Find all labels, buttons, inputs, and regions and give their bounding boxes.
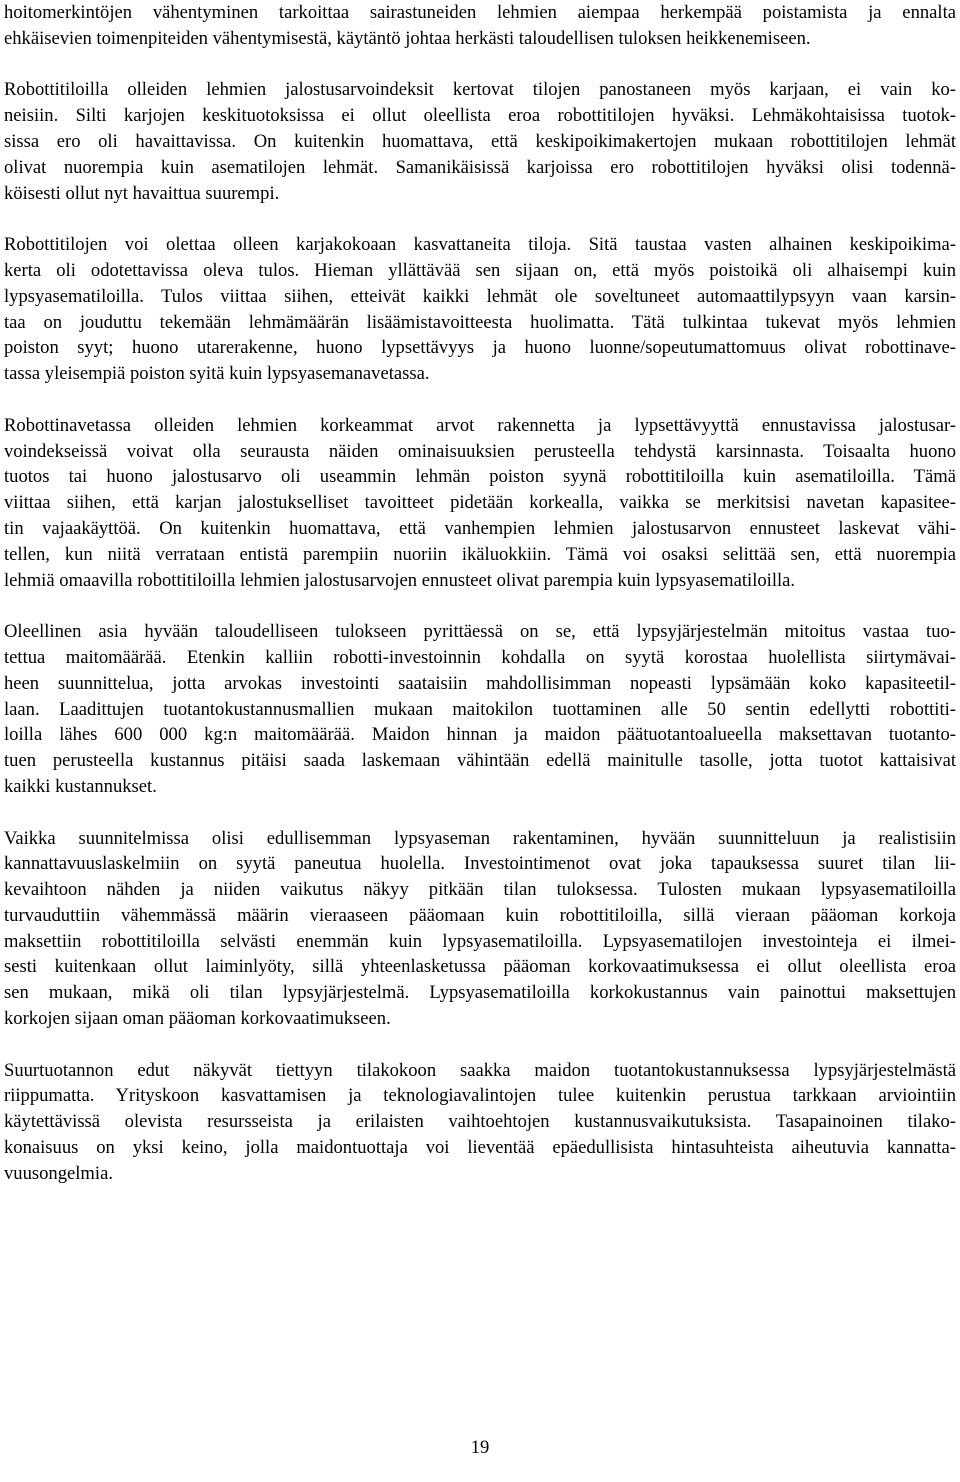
text-line: Vaikka suunnitelmissa olisi edullisemman lypsyaseman rakentaminen, hyvään suunnitteluun ja realistisiin [4, 827, 956, 849]
paragraph-4 [4, 413, 956, 594]
text-line: taa on jouduttu tekemään lehmämäärän lisäämistavoitteesta huolimatta. Tätä tulkintaa tukevat myös lehmien [4, 311, 956, 333]
paragraph-gap [4, 593, 956, 619]
text-line: kevaihtoon nähden ja niiden vaikutus näkyy pitkään tilan tuloksessa. Tulosten mukaan lypsyasematiloilla [4, 879, 956, 901]
text-line: kerta oli odotettavissa oleva tulos. Hieman yllättävää sen sijaan on, että myös poistoikä oli alhaisempi kuin [4, 259, 956, 281]
text-line: tassa yleisempiä poiston syitä kuin lypsyasemanavetassa. [4, 363, 430, 385]
text-line: vuusongelmia. [4, 1162, 113, 1184]
text-line: tuotos tai huono jalostusarvo oli useammin lehmän poiston syynä robottitiloilla kuin asematiloilla. Tämä [4, 466, 956, 488]
text-line: viittaa siihen, että karjan jalostukselliset tavoitteet pidetään korkealla, vaikka se merkitsisi navetan kapasitee- [4, 492, 956, 514]
text-line: Suurtuotannon edut näkyvät tiettyyn tilakokoon saakka maidon tuotantokustannuksessa lypsyjärjestelmästä [4, 1059, 956, 1081]
text-line: Robottinavetassa olleiden lehmien korkeammat arvot rakennetta ja lypsettävyyttä ennustavissa jalostusar- [4, 414, 956, 436]
text-line: tuen perusteella kustannus pitäisi saada laskemaan vähintään edellä mainitulle tasolle, jotta tuotot kattaisivat [4, 750, 956, 772]
paragraph-5 [4, 619, 956, 800]
page-number: 19 [470, 1437, 490, 1458]
text-line: hoitomerkintöjen vähentyminen tarkoittaa sairastuneiden lehmien aiempaa herkempää poistamista ja ennalta [4, 2, 956, 23]
text-line: tellen, kun niitä verrataan entistä parempiin nuoriin ikäluokkiin. Tämä voi osaksi selittää sen, että nuorempia [4, 543, 956, 565]
text-line: voindekseissä voivat olla seurausta näiden ominaisuuksien perusteella tehdystä karsinnasta. Toisaalta huono [4, 440, 956, 462]
text-line: sen mukaan, mikä oli tilan lypsyjärjestelmä. Lypsyasematiloilla korkokustannus vain painottui maksettujen [4, 982, 956, 1004]
text-line: turvauduttiin vähemmässä määrin vieraaseen pääomaan kuin robottitiloilla, sillä vieraan pääoman korkoja [4, 904, 956, 926]
text-line: olivat nuorempia kuin asematilojen lehmät. Samanikäisissä karjoissa ero robottitilojen hyväksi olisi todennä- [4, 156, 956, 178]
text-line: Oleellinen asia hyvään taloudelliseen tulokseen pyrittäessä on se, että lypsyjärjestelmän mitoitus vastaa tuo- [4, 621, 956, 643]
text-line: kaikki kustannukset. [4, 775, 157, 797]
text-line: köisesti ollut nyt havaittua suurempi. [4, 182, 280, 204]
body-text [4, 0, 956, 1187]
paragraph-gap [4, 800, 956, 826]
text-line: heen suunnittelua, jotta arvokas investointi saataisiin mahdollisimman nopeasti lypsämään koko kapasiteetil- [4, 672, 956, 694]
text-line: konaisuus on yksi keino, jolla maidontuottaja voi lieventää epäedullisista hintasuhteista aiheutuvia kannatta- [4, 1137, 956, 1159]
text-line: lypsyasematiloilla. Tulos viittaa siihen, etteivät kaikki lehmät ole soveltuneet automaattilypsyyn vaan karsin- [4, 285, 956, 307]
text-line: Robottitiloilla olleiden lehmien jalostusarvoindeksit kertovat tilojen panostaneen myös karjaan, ei vain ko- [4, 79, 956, 101]
paragraph-3 [4, 232, 956, 387]
text-line: sissa ero oli havaittavissa. On kuitenkin huomattava, että keskipoikimakertojen mukaan robottitilojen lehmät [4, 130, 956, 152]
text-line: riippumatta. Yrityskoon kasvattamisen ja teknologiavalintojen tulee kuitenkin perustua tarkkaan arviointiin [4, 1085, 956, 1107]
text-line: kannattavuuslaskelmiin on syytä paneutua huolella. Investointimenot ovat joka tapauksessa suuret tilan lii- [4, 853, 956, 875]
paragraph-1 [4, 0, 956, 52]
paragraph-2 [4, 77, 956, 206]
paragraph-gap [4, 1032, 956, 1058]
text-line: neisiin. Silti karjojen keskituotoksissa ei ollut oleellista eroa robottitilojen hyväksi. Lehmäkohtaisissa tuotok- [4, 105, 956, 127]
text-line: laan. Laadittujen tuotantokustannusmallien mukaan maitokilon tuottaminen alle 50 sentin edellytti robottiti- [4, 698, 956, 720]
text-line: käytettävissä olevista resursseista ja erilaisten vaihtoehtojen kustannusvaikutuksista. Tasapainoinen tilako- [4, 1111, 956, 1133]
paragraph-6 [4, 826, 956, 1032]
text-line: poiston syyt; huono utarerakenne, huono lypsettävyys ja huono luonne/sopeutumattomuus olivat robottinave- [4, 337, 956, 359]
paragraph-gap [4, 206, 956, 232]
text-line: maksettiin robottitiloilla selvästi enemmän kuin lypsyasematiloilla. Lypsyasematilojen investointeja ei ilmei- [4, 930, 956, 952]
paragraph-7 [4, 1058, 956, 1187]
paragraph-gap [4, 52, 956, 78]
text-line: korkojen sijaan oman pääoman korkovaatimukseen. [4, 1008, 391, 1030]
text-line: Robottitilojen voi olettaa olleen karjakokoaan kasvattaneita tiloja. Sitä taustaa vasten alhainen keskipoikima- [4, 234, 956, 256]
text-line: tin vajaakäyttöä. On kuitenkin huomattava, että vanhempien lehmien jalostusarvon ennusteet laskevat vähi- [4, 517, 956, 539]
text-line: lehmiä omaavilla robottitiloilla lehmien jalostusarvojen ennusteet olivat parempia kuin lypsyasematiloilla. [4, 569, 796, 591]
text-line: sesti kuitenkaan ollut laiminlyöty, sillä yhteenlasketussa pääoman korkovaatimuksessa ei ollut oleellista eroa [4, 956, 956, 978]
text-line: loilla lähes 600 000 kg:n maitomäärää. Maidon hinnan ja maidon päätuotantoalueella maksettavan tuotanto- [4, 724, 956, 746]
text-line: ehkäisevien toimenpiteiden vähentymisestä, käytäntö johtaa herkästi taloudellisen tuloksen heikkenemiseen. [4, 27, 811, 49]
text-line: tettua maitomäärää. Etenkin kalliin robotti-investoinnin kohdalla on syytä korostaa huolellista siirtymävai- [4, 646, 956, 668]
paragraph-gap [4, 387, 956, 413]
